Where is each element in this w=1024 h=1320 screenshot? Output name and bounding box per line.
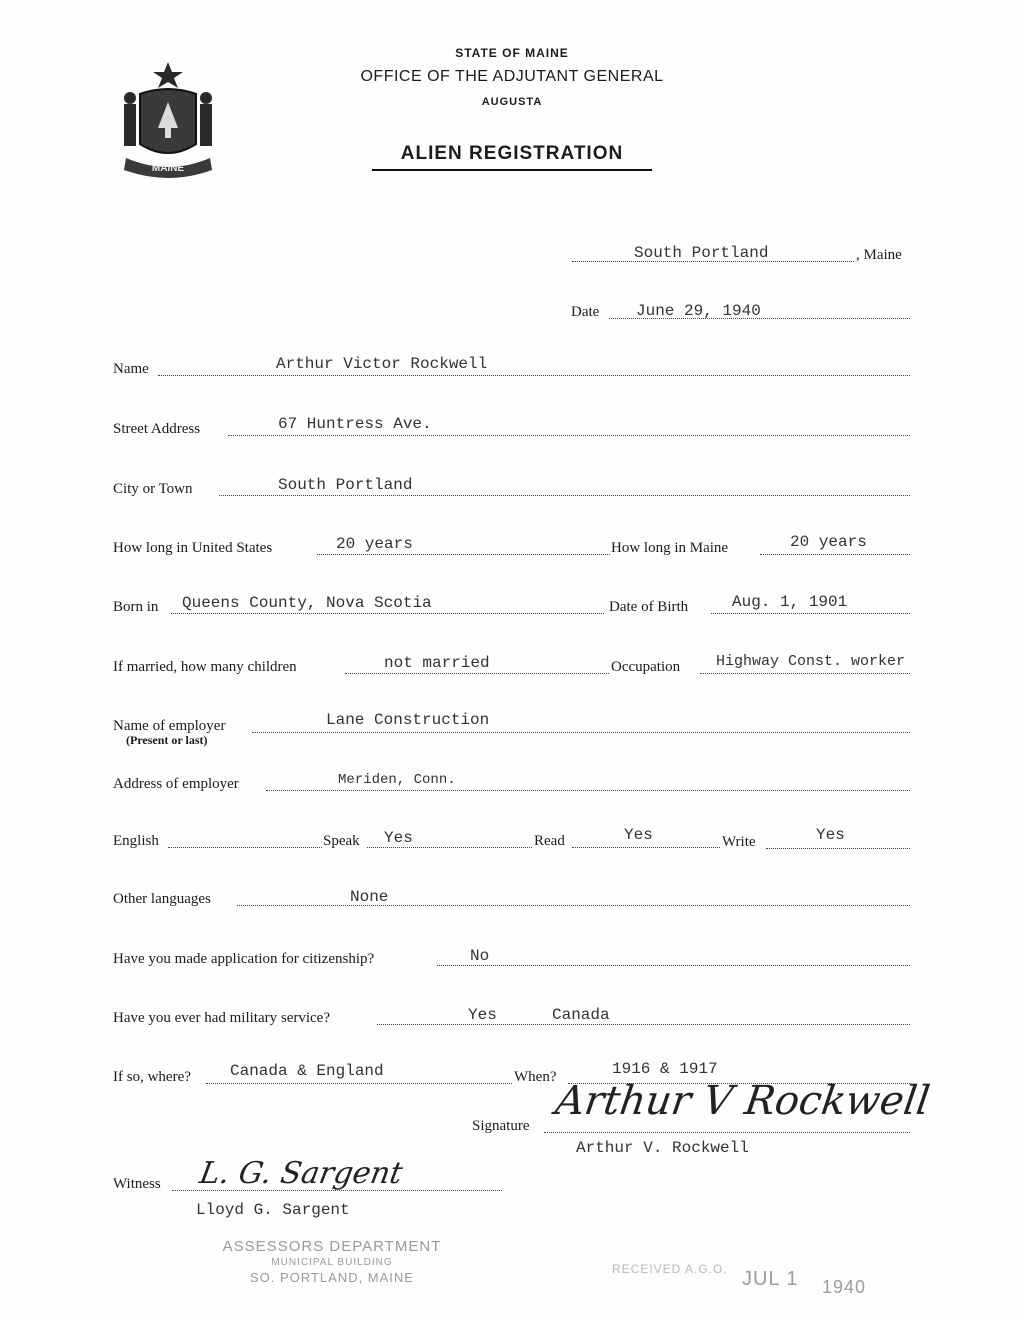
citizenship-label: Have you made application for citizenship?	[113, 951, 375, 967]
date-value: June 29, 1940	[636, 302, 761, 320]
street-line	[228, 435, 910, 436]
born-value: Queens County, Nova Scotia	[182, 594, 432, 612]
english-label: English	[113, 833, 159, 849]
children-line	[345, 673, 609, 674]
city-value: South Portland	[278, 476, 413, 494]
dob-value: Aug. 1, 1901	[732, 593, 848, 611]
speak-line	[367, 847, 532, 848]
occupation-value: Highway Const. worker	[716, 653, 906, 670]
other-lang-value: None	[350, 888, 389, 906]
place-suffix: , Maine	[856, 247, 902, 263]
received-stamp-date: JUL 1	[742, 1268, 799, 1290]
name-value: Arthur Victor Rockwell	[276, 355, 488, 373]
assessors-stamp-line3: SO. PORTLAND, MAINE	[250, 1270, 414, 1285]
read-line	[572, 847, 720, 848]
employer-address-value: Meriden, Conn.	[338, 772, 456, 788]
occupation-label: Occupation	[611, 659, 681, 675]
occupation-line	[700, 673, 910, 674]
us-years-label: How long in United States	[113, 540, 273, 556]
dob-label: Date of Birth	[609, 599, 689, 615]
dob-line	[711, 613, 910, 614]
witness-typed: Lloyd G. Sargent	[196, 1201, 350, 1219]
military-country: Canada	[552, 1006, 610, 1024]
other-lang-label: Other languages	[113, 891, 211, 907]
employer-sublabel: (Present or last)	[126, 733, 208, 747]
other-lang-line	[237, 905, 910, 906]
read-value: Yes	[624, 826, 653, 844]
employer-address-label: Address of employer	[113, 776, 239, 792]
assessors-stamp-line1: ASSESSORS DEPARTMENT	[222, 1238, 442, 1255]
signature-line	[544, 1132, 910, 1133]
maine-years-label: How long in Maine	[611, 540, 729, 556]
us-years-value: 20 years	[336, 535, 413, 553]
header-office: OFFICE OF THE ADJUTANT GENERAL	[360, 68, 664, 85]
speak-value: Yes	[384, 829, 413, 847]
write-value: Yes	[816, 826, 845, 844]
citizenship-value: No	[470, 947, 490, 965]
city-line	[219, 495, 910, 496]
street-label: Street Address	[113, 421, 201, 437]
employer-value: Lane Construction	[326, 711, 490, 729]
signature-label: Signature	[472, 1118, 530, 1134]
us-years-line	[317, 554, 610, 555]
where-value: Canada & England	[230, 1062, 384, 1080]
employer-label: Name of employer	[113, 718, 226, 734]
page-title: ALIEN REGISTRATION	[400, 143, 624, 164]
born-line	[171, 613, 604, 614]
received-stamp-year: 1940	[822, 1277, 867, 1297]
write-label: Write	[722, 834, 756, 850]
date-label: Date	[571, 304, 600, 320]
when-label: When?	[514, 1069, 557, 1085]
name-label: Name	[113, 361, 149, 377]
where-label: If so, where?	[113, 1069, 191, 1085]
citizenship-line	[437, 965, 910, 966]
assessors-stamp-line2: MUNICIPAL BUILDING	[271, 1257, 393, 1268]
children-value: not married	[384, 654, 490, 672]
when-value: 1916 & 1917	[612, 1060, 718, 1078]
header-state: STATE OF MAINE	[455, 46, 569, 60]
write-line	[766, 848, 910, 849]
header-city: AUGUSTA	[481, 96, 543, 108]
title-underline	[372, 169, 652, 171]
military-label: Have you ever had military service?	[113, 1010, 330, 1026]
maine-years-line	[760, 554, 910, 555]
place-value: South Portland	[634, 244, 769, 262]
children-label: If married, how many children	[113, 659, 297, 675]
employer-address-line	[266, 790, 910, 791]
military-value: Yes	[468, 1006, 497, 1024]
maine-years-value: 20 years	[790, 533, 867, 551]
signature-script: Arthur V Rockwell	[552, 1078, 933, 1124]
where-line	[206, 1083, 512, 1084]
name-line	[158, 375, 910, 376]
employer-line	[252, 732, 910, 733]
read-label: Read	[534, 833, 565, 849]
speak-label: Speak	[323, 833, 360, 849]
seal-banner-text: MAINE	[151, 163, 185, 174]
born-label: Born in	[113, 599, 159, 615]
city-label: City or Town	[113, 481, 193, 497]
witness-label: Witness	[113, 1176, 161, 1192]
received-stamp-text: RECEIVED A.G.O.	[612, 1262, 728, 1276]
english-line-1	[168, 847, 322, 848]
witness-script: L. G. Sargent	[196, 1156, 406, 1191]
street-value: 67 Huntress Ave.	[278, 415, 432, 433]
military-line	[377, 1024, 910, 1025]
signature-typed: Arthur V. Rockwell	[576, 1139, 749, 1157]
